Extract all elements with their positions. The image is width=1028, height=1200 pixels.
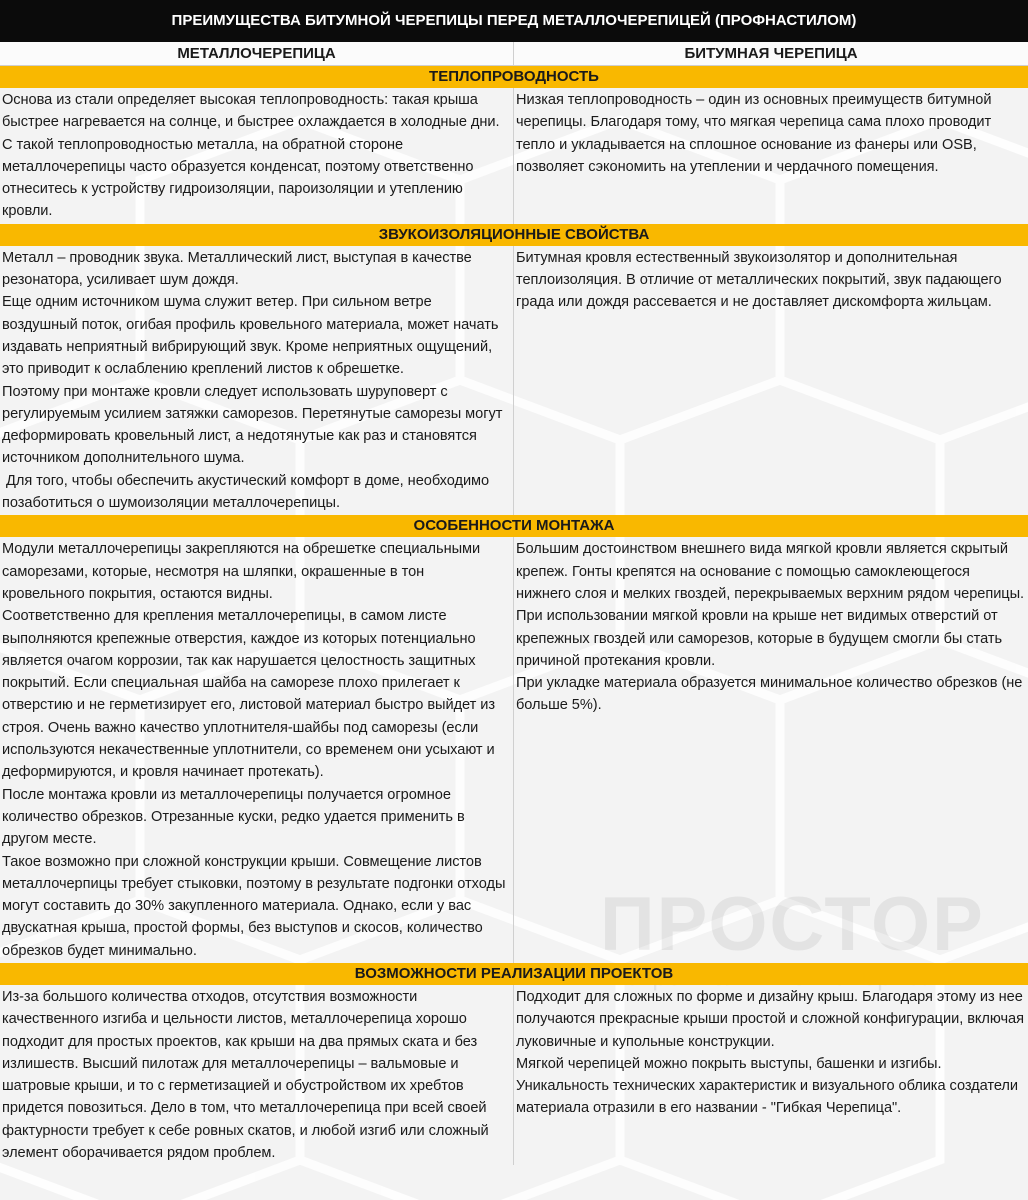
cell-bitumen-sound	[514, 246, 1028, 516]
cell-bitumen-thermal	[514, 88, 1028, 224]
paragraph: Еще одним источником шума служит ветер. При сильном ветре воздушный поток, огибая профиль кровельного материала, может начать издавать неприятный вибрирующий звук. Кроме неприятных ощущений, это приводит к ослаблению креплений листов к обрешетке.	[2, 294, 499, 378]
section-row-projects	[0, 985, 1028, 1165]
paragraph: Соответственно для крепления металлочерепицы, в самом листе выполняются крепежные отверстия, каждое из которых потенциально является очагом коррозии, так как нарушается целостность защитных покрытий. Если специальная шайба на саморезе плохо прилегает к отверстию и не герметизирует его, листовой материал быстро выйдет из строя. Очень важно качество уплотнителя-шайбы под саморезы (если используются некачественные уплотнители, со временем они усыхают и деформируются, и кровля начинает протекать).	[2, 608, 496, 781]
paragraph: Из-за большого количества отходов, отсутствия возможности качественного изгиба и цельности листов, металлочерепица хорошо подходит для простых проектов, как крыши на два прямых ската и без излишеств. Высший пилотаж для металлочерепицы – вальмовые и шатровые крыши, и то с герметизацией и обустройством их хребтов придется повозиться. Дело в том, что металлочерепица при всей своей фактурности требует к себе ровных скатов, и любой изгиб или сложный элемент оборачивается рядом проблем.	[2, 988, 489, 1162]
section-row-installation	[0, 537, 1028, 967]
cell-metal-installation	[0, 537, 514, 963]
paragraph: Уникальность технических характеристик и визуального облика создатели материала отразили в его названии - "Гибкая Черепица".	[516, 1078, 1019, 1117]
page-title: ПРЕИМУЩЕСТВА БИТУМНОЙ ЧЕРЕПИЦЫ ПЕРЕД МЕТАЛЛОЧЕРЕПИЦЕЙ (ПРОФНАСТИЛОМ)	[0, 0, 1028, 42]
paragraph: Для того, чтобы обеспечить акустический комфорт в доме, необходимо позаботиться о шумоизоляции металлочерепицы.	[2, 472, 494, 512]
paragraph: Металл – проводник звука. Металлический лист, выступая в качестве резонатора, усиливает шум дождя.	[2, 249, 472, 289]
paragraph: Такое возможно при сложной конструкции крыши. Совмещение листов металлочерпицы требует стыковки, поэтому в результате подгонки отходы могут составить до 30% закупленного материала. Однако, если у вас двускатная крыша, простой формы, без выступов и скосов, количество обрезков будет минимально.	[2, 853, 506, 959]
column-header-bitumen: БИТУМНАЯ ЧЕРЕПИЦА	[684, 45, 858, 62]
paragraph: Низкая теплопроводность – один из основных преимуществ битумной черепицы. Благодаря тому, что мягкая черепица сама плохо проводит тепло и укладывается на сплошное основание из фанеры или OSB, позволяет сэкономить на утеплении и чердачного помещения.	[516, 92, 992, 175]
paragraph: Поэтому при монтаже кровли следует использовать шуруповерт с регулируемым усилием затяжки саморезов. Перетянутые саморезы могут деформировать кровельный лист, а недотянутые как раз и становятся источником дополнительного шума.	[2, 383, 503, 467]
cell-metal-sound	[0, 246, 514, 516]
cell-metal-projects	[0, 985, 514, 1165]
paragraph: При использовании мягкой кровли на крыше нет видимых отверстий от крепежных гвоздей или саморезов, которые в будущем смогли бы стать причиной протекания кровли.	[516, 608, 1003, 669]
paragraph: Основа из стали определяет высокая теплопроводность: такая крыша быстрее нагревается на солнце, и быстрее охлаждается в холодные дни. С такой теплопроводностью металла, на обратной стороне металлочерепицы часто образуется конденсат, поэтому ответственно отнеситесь к устройству гидроизоляции, пароизоляции и утеплению кровли.	[2, 92, 500, 220]
cell-metal-thermal	[0, 88, 514, 224]
cell-bitumen-projects	[514, 985, 1028, 1165]
paragraph: Битумная кровля естественный звукоизолятор и дополнительная теплоизоляция. В отличие от металлических покрытий, звук падающего града или дождя рассевается и не доставляет дискомфорта жильцам.	[516, 249, 1002, 311]
section-row-thermal	[0, 88, 1028, 224]
paragraph: Модули металлочерепицы закрепляются на обрешетке специальными саморезами, которые, несмотря на шляпки, окрашенные в тон кровельного покрытия, остаются видны.	[2, 541, 481, 602]
paragraph: Подходит для сложных по форме и дизайну крыш. Благодаря этому из нее получаются прекрасные крыши простой и сложной конфигурации, включая луковичные и купольные конструкции.	[516, 988, 1024, 1050]
cell-bitumen-installation	[514, 537, 1028, 967]
paragraph: При укладке материала образуется минимальное количество обрезков (не больше 5%).	[516, 675, 1023, 714]
section-row-sound	[0, 246, 1028, 516]
section-header-installation: ОСОБЕННОСТИ МОНТАЖА	[0, 515, 1028, 537]
section-header-sound: ЗВУКОИЗОЛЯЦИОННЫЕ СВОЙСТВА	[0, 224, 1028, 246]
watermark-main-text: ПРОСТОР	[600, 882, 985, 967]
column-headers	[0, 42, 1028, 66]
paragraph: Мягкой черепицей можно покрыть выступы, башенки и изгибы.	[516, 1055, 942, 1072]
column-header-metal: МЕТАЛЛОЧЕРЕПИЦА	[0, 42, 514, 65]
paragraph: После монтажа кровли из металлочерепицы получается огромное количество обрезков. Отрезанные куски, редко удается применить в другом месте.	[2, 786, 465, 848]
section-header-thermal: ТЕПЛОПРОВОДНОСТЬ	[0, 66, 1028, 88]
section-header-projects: ВОЗМОЖНОСТИ РЕАЛИЗАЦИИ ПРОЕКТОВ	[0, 963, 1028, 985]
paragraph: Большим достоинством внешнего вида мягкой кровли является скрытый крепеж. Гонты крепятся на основание с помощью самоклеющегося нижнего слоя и мелких гвоздей, перекрываемых верхним рядом черепицы.	[516, 541, 1025, 602]
